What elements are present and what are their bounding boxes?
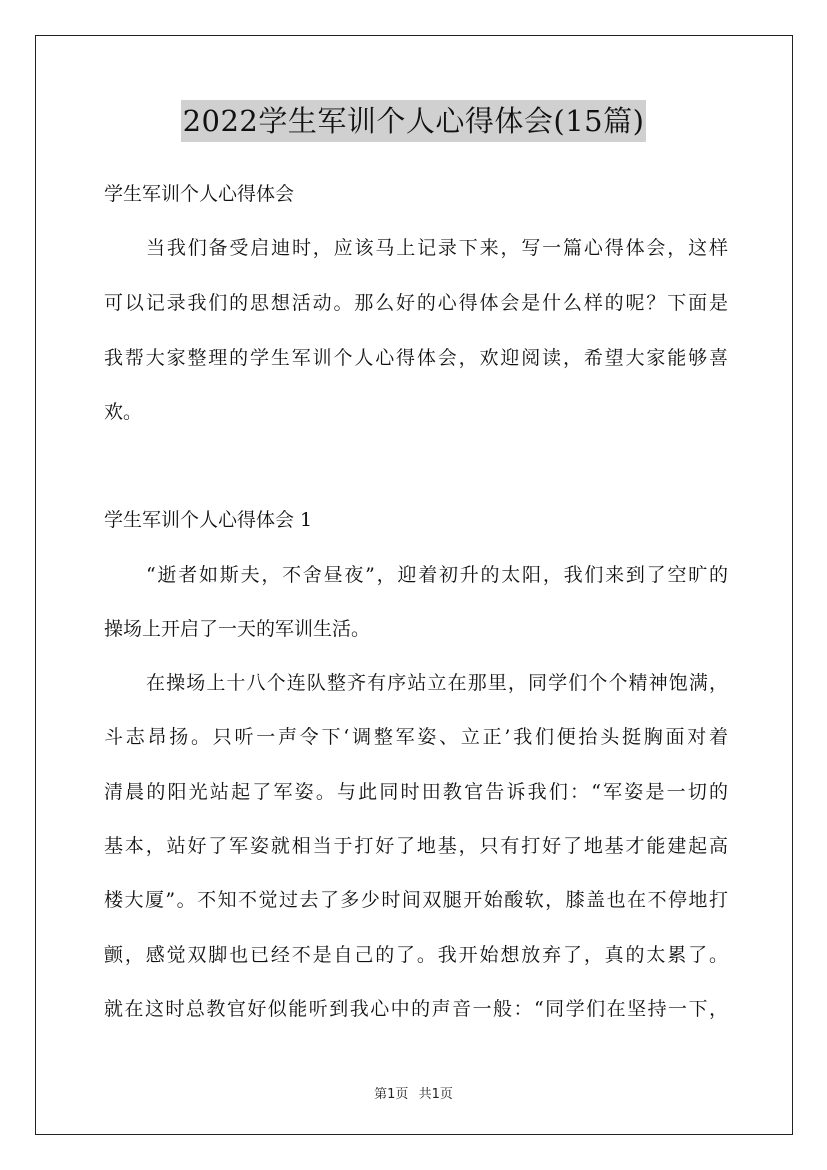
page-footer bbox=[0, 1083, 827, 1102]
paragraph-line: 在操场上十八个连队整齐有序站立在那里，同学们个个精神饱满， bbox=[146, 672, 728, 694]
section-heading: 学生军训个人心得体会 1 bbox=[104, 509, 313, 531]
paragraph-line: 楼大厦”。不知不觉过去了多少时间双腿开始酸软，膝盖也在不停地打 bbox=[104, 889, 728, 911]
paragraph-line: “逝者如斯夫，不舍昼夜”，迎着初升的太阳，我们来到了空旷的 bbox=[146, 564, 728, 586]
document-title-text: 2022学生军训个人心得体会(15篇) bbox=[181, 100, 647, 142]
paragraph-line: 操场上开启了一天的军训生活。 bbox=[104, 618, 371, 640]
paragraph-line: 当我们备受启迪时，应该马上记录下来，写一篇心得体会，这样 bbox=[146, 237, 728, 259]
page-number: 第1页 bbox=[374, 1087, 409, 1102]
paragraph-line: 欢。 bbox=[104, 401, 143, 423]
paragraph-line: 斗志昂扬。只听一声令下‘调整军姿、立正’我们便抬头挺胸面对着 bbox=[104, 726, 728, 748]
paragraph-line: 可以记录我们的思想活动。那么好的心得体会是什么样的呢？下面是 bbox=[104, 292, 728, 314]
paragraph-line: 基本，站好了军姿就相当于打好了地基，只有打好了地基才能建起高 bbox=[104, 835, 728, 857]
document-title bbox=[0, 100, 827, 142]
section-heading: 学生军训个人心得体会 bbox=[104, 183, 295, 205]
paragraph-line: 我帮大家整理的学生军训个人心得体会，欢迎阅读，希望大家能够喜 bbox=[104, 347, 728, 369]
paragraph-line: 清晨的阳光站起了军姿。与此同时田教官告诉我们：“军姿是一切的 bbox=[104, 781, 728, 803]
page-count: 共1页 bbox=[418, 1087, 453, 1102]
paragraph-line: 颤，感觉双脚也已经不是自己的了。我开始想放弃了，真的太累了。 bbox=[104, 944, 728, 966]
paragraph-line: 就在这时总教官好似能听到我心中的声音一般：“同学们在坚持一下， bbox=[104, 998, 728, 1020]
